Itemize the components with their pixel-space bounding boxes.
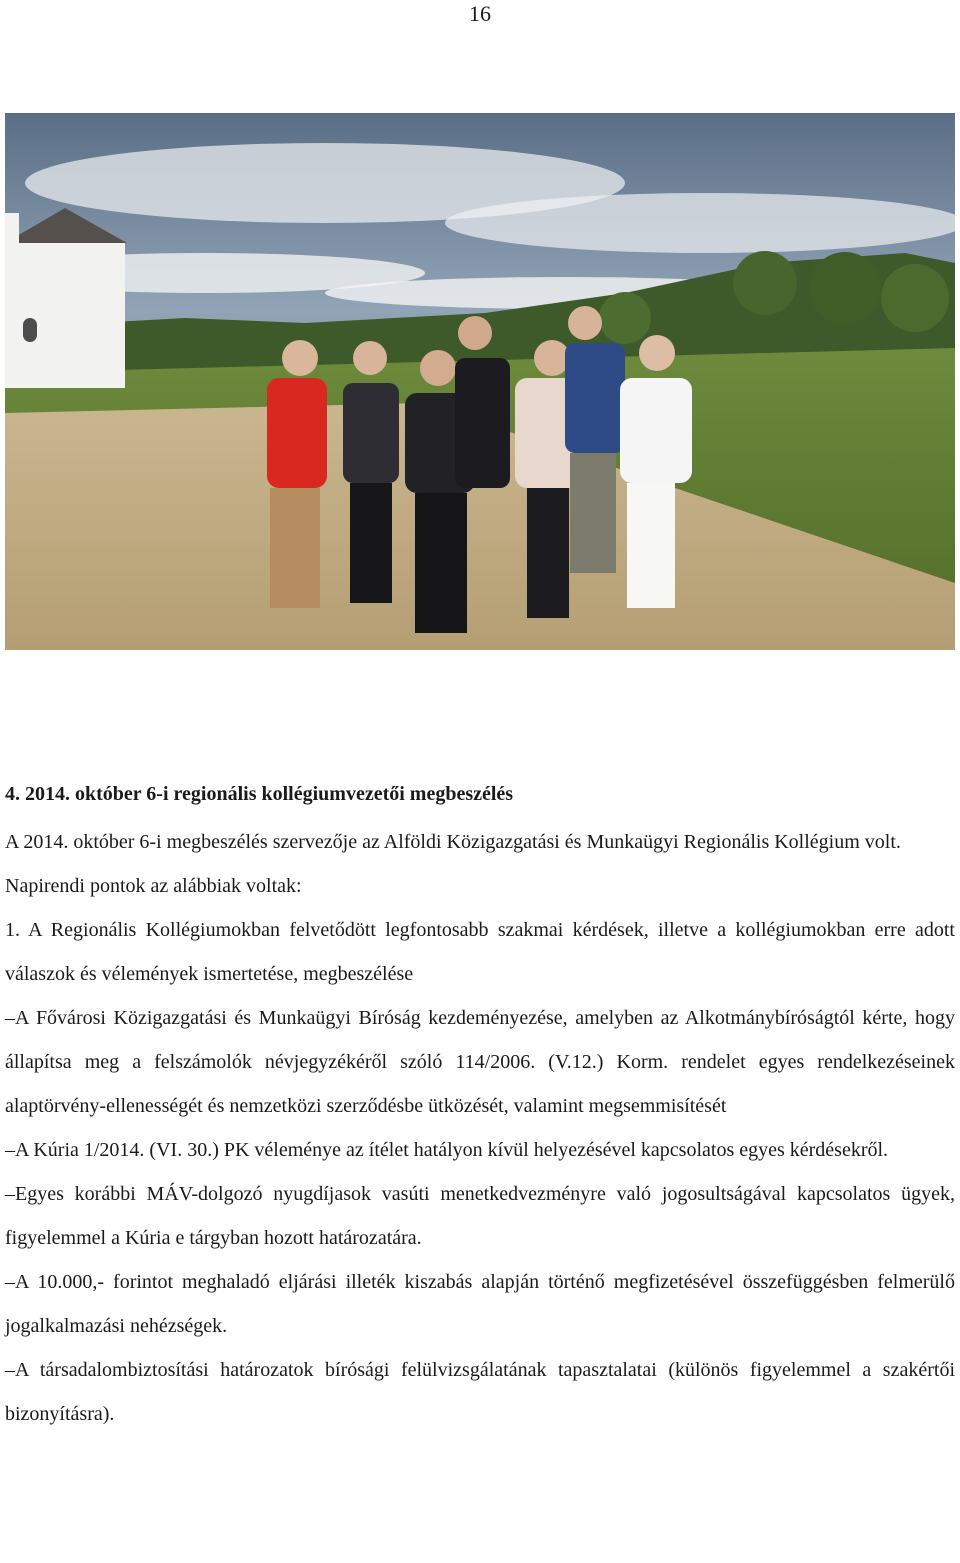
agenda-subitem	[5, 996, 955, 1128]
agenda-subitem	[5, 1128, 955, 1172]
dash-bullet: –	[5, 1183, 15, 1205]
agenda-subitem-text: A Kúria 1/2014. (VI. 30.) PK véleménye az ítélet hatályon kívül helyezésével kapcsolatos egyes kérdésekről.	[15, 1139, 889, 1161]
section-heading: 4. 2014. október 6-i regionális kollégiumvezetői megbeszélés	[5, 783, 514, 805]
agenda-subitem-text: A Fővárosi Közigazgatási és Munkaügyi Bíróság kezdeményezése, amelyben az Alkotmánybíróságtól kérte, hogy állapítsa meg a felszámolók névjegyzékéről szóló 114/2006. (V.12.) Korm. rendelet egyes rendelkezéseinek alaptörvény-ellenességét és nemzetközi szerződésbe ütközését, valamint megsemmisítését	[5, 1007, 955, 1117]
dash-bullet: –	[5, 1007, 15, 1029]
dash-bullet: –	[5, 1271, 15, 1293]
agenda-subitem	[5, 1348, 955, 1436]
dash-bullet: –	[5, 1139, 15, 1161]
page-number: 16	[469, 1, 491, 26]
intro-paragraph: A 2014. október 6-i megbeszélés szervezője az Alföldi Közigazgatási és Munkaügyi Regionális Kollégium volt.	[5, 831, 901, 853]
document-body	[5, 776, 955, 1436]
agenda-subitem-text: Egyes korábbi MÁV-dolgozó nyugdíjasok vasúti menetkedvezményre való jogosultságával kapcsolatos ügyek, figyelemmel a Kúria e tárgyban hozott határozatára.	[5, 1183, 955, 1249]
agenda-subitem	[5, 1172, 955, 1260]
agenda-subitem	[5, 1260, 955, 1348]
dash-bullet: –	[5, 1359, 15, 1381]
agenda-subitem-text: A 10.000,- forintot meghaladó eljárási illeték kiszabás alapján történő megfizetésével összefüggésben felmerülő jogalkalmazási nehézségek.	[5, 1271, 955, 1337]
agenda-point-1: 1. A Regionális Kollégiumokban felvetődött legfontosabb szakmai kérdések, illetve a kollégiumokban erre adott válaszok és vélemények ismertetése, megbeszélése	[5, 919, 955, 985]
agenda-label: Napirendi pontok az alábbiak voltak:	[5, 875, 302, 897]
agenda-subitem-text: A társadalombiztosítási határozatok bírósági felülvizsgálatának tapasztalatai (különös figyelemmel a szakértői bizonyításra).	[5, 1359, 955, 1425]
group-photo	[5, 113, 955, 650]
